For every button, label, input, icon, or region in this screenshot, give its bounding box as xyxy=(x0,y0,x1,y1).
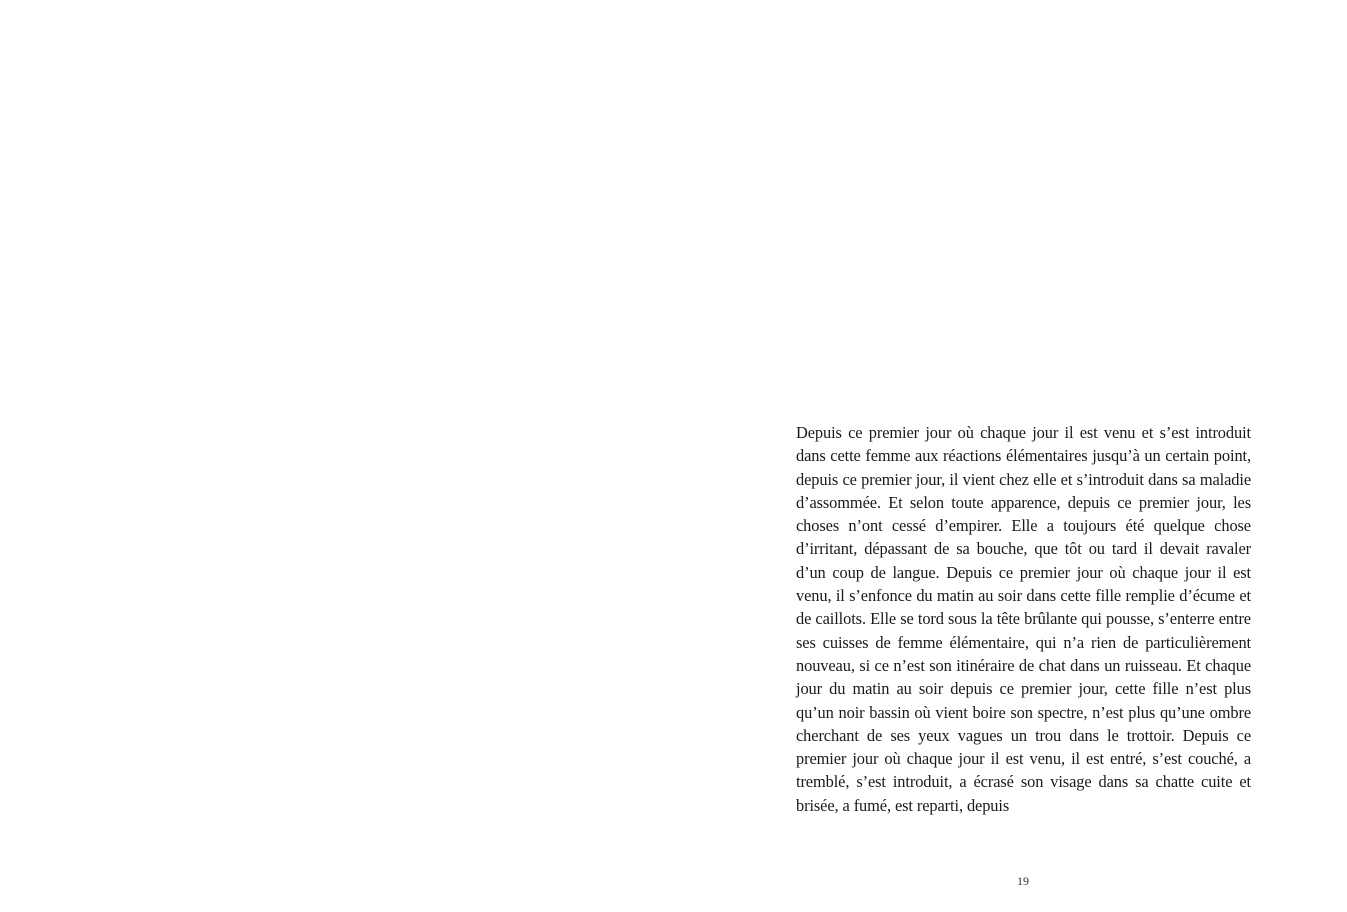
body-paragraph: Depuis ce premier jour où chaque jour il est venu et s’est introduit dans cette femme aux réactions élémentaires jusqu’à un certain point, depuis ce premier jour, il vient chez elle et s’introduit dans sa maladie d’assommée. Et selon toute apparence, depuis ce premier jour, les choses n’ont cessé d’empirer. Elle a toujours été quelque chose d’irritant, dépassant de sa bouche, que tôt ou tard il devait ravaler d’un coup de langue. Depuis ce premier jour où chaque jour il est venu, il s’enfonce du matin au soir dans cette fille remplie d’écume et de caillots. Elle se tord sous la tête brûlante qui pousse, s’enterre entre ses cuisses de femme élémentaire, qui n’a rien de particulièrement nouveau, si ce n’est son itinéraire de chat dans un ruisseau. Et chaque jour du matin au soir depuis ce premier jour, cette fille n’est plus qu’un noir bassin où vient boire son spectre, n’est plus qu’une ombre cherchant de ses yeux vagues un trou dans le trottoir. Depuis ce premier jour où chaque jour il est venu, il est entré, s’est couché, a tremblé, s’est introduit, a écrasé son visage dans sa chatte cuite et brisée, a fumé, est reparti, depuis xyxy=(796,423,1251,815)
right-page xyxy=(673,0,1347,912)
page-number: 19 xyxy=(1017,874,1029,888)
left-page-blank xyxy=(0,0,673,912)
